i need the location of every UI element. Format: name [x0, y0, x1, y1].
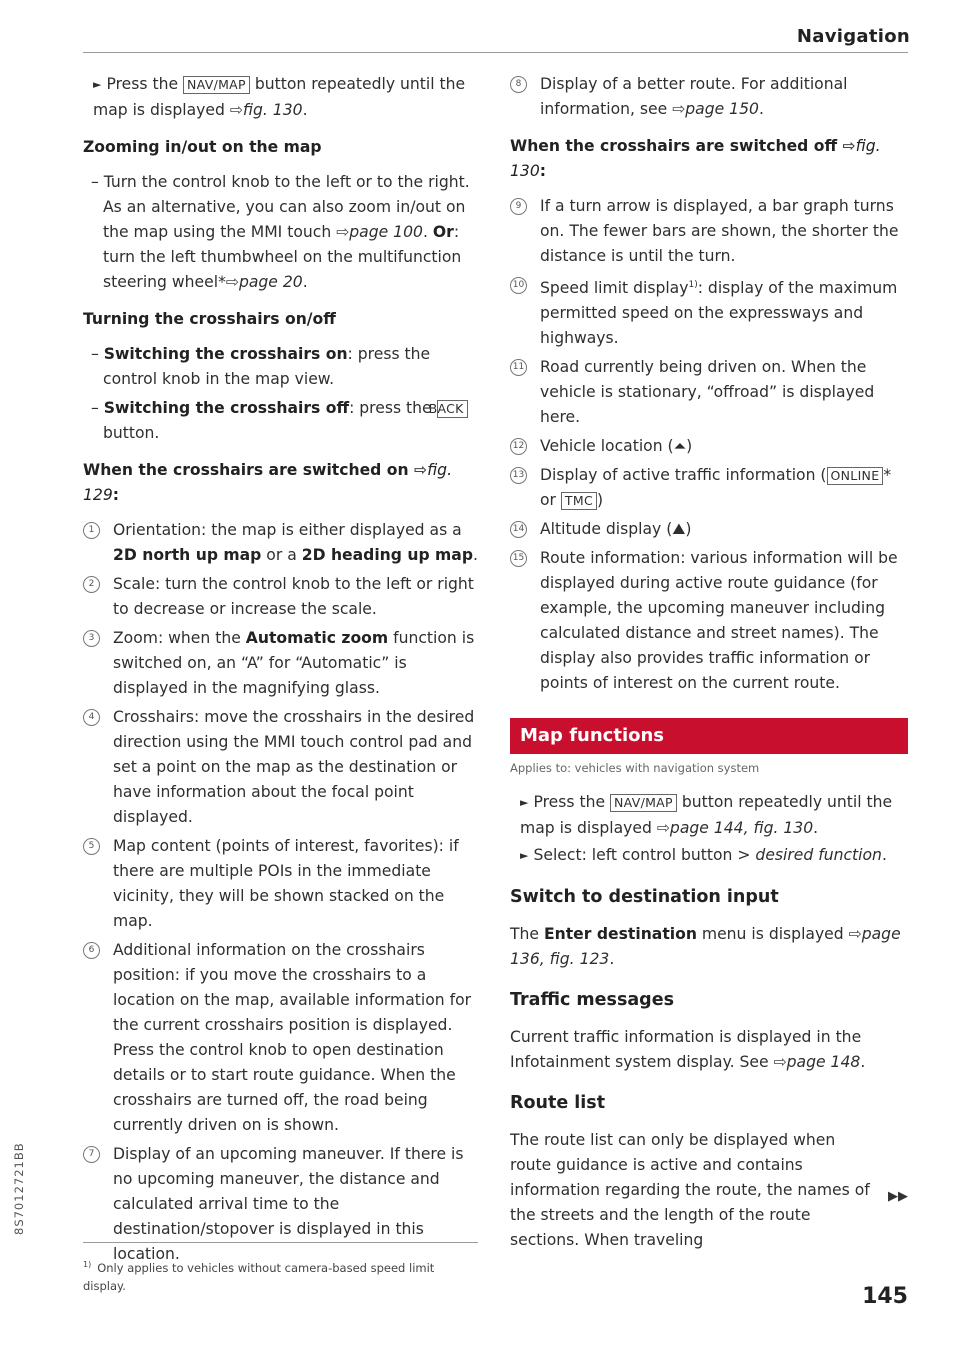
enter-destination-label: Enter destination: [543, 925, 697, 944]
crosshair-off-label: Switching the crosshairs off: [103, 399, 350, 417]
footnote: [83, 1256, 478, 1295]
crosshair-on-item: – Switching the crosshairs on: press the control knob in the map view.: [91, 345, 431, 388]
altitude-icon: ⛰: [672, 520, 686, 539]
circled-number-icon: 6: [83, 942, 100, 959]
list-item-3: [83, 626, 478, 701]
circled-number-icon: 8: [510, 76, 527, 93]
item-text: If a turn arrow is displayed, a bar graph turns on. The fewer bars are shown, the shorter the distance is until the turn.: [540, 197, 899, 265]
page-link[interactable]: page 20: [238, 273, 303, 291]
circled-number-icon: 3: [83, 630, 100, 647]
right-column: [510, 72, 908, 1250]
item-text: Route information: various information will be displayed during active route guidance (for example, the upcoming maneuver including calculated distance and street names). The display also provides traffic information or points of interest on the current route.: [540, 549, 898, 693]
ref-arrow-icon: ⇨: [842, 137, 856, 155]
footnote-ref: 1): [688, 280, 698, 290]
traffic-messages-text: Current traffic information is displayed in the Infotainment system display. See ⇨page 148.: [510, 1028, 866, 1072]
switched-off-heading: When the crosshairs are switched off ⇨fig. 130:: [510, 137, 881, 180]
item-text: Zoom: when the: [113, 629, 246, 647]
figure-link[interactable]: fig. 129: [83, 461, 453, 504]
zoom-text: – Turn the control knob to the left or to the right. As an alternative, you can also zoom in/out on the map using the MMI touch: [91, 173, 470, 241]
footnote-mark: 1): [83, 1260, 92, 1269]
ref-arrow-icon: ⇨: [656, 819, 670, 838]
step-text: button repeatedly until the map is displayed: [520, 793, 893, 838]
figure-link[interactable]: fig. 130: [510, 137, 881, 180]
page-link[interactable]: page 100: [349, 223, 423, 241]
item-text: Scale: turn the control knob to the left or right to decrease or increase the scale.: [113, 575, 474, 618]
item-text: function is switched on, an “A” for “Automatic” is displayed in the magnifying glass.: [113, 629, 475, 697]
list-item-7: [83, 1142, 478, 1267]
switched-on-heading: When the crosshairs are switched on ⇨fig. 129:: [83, 461, 453, 504]
circled-number-icon: 12: [510, 438, 527, 455]
list-item-9: [510, 194, 908, 269]
list-item-10: [510, 273, 908, 351]
circled-number-icon: 9: [510, 198, 527, 215]
item-text: Display of a better route. For additional information, see: [540, 75, 848, 118]
list-item-12: [510, 434, 908, 459]
list-item-1: [83, 518, 478, 568]
item-text: or a: [261, 546, 302, 564]
para-text: menu is displayed: [696, 925, 849, 944]
item-bold: 2D north up map: [113, 546, 262, 564]
item-text: Map content (points of interest, favorites): if there are multiple POIs in the immediate vicinity, they will be shown stacked on the map.: [113, 837, 459, 930]
para-text: The route list can only be displayed when route guidance is active and contains information regarding the route, the names of the streets and the length of the route sections. When traveling: [510, 1131, 870, 1250]
route-list-heading: Route list: [510, 1093, 606, 1114]
para-text: The: [510, 925, 544, 944]
ref-arrow-icon: ⇨: [225, 273, 239, 291]
zoom-instruction: – Turn the control knob to the left or to the right. As an alternative, you can also zoom in/out on the map using the MMI touch ⇨page 100. Or: turn the left thumbwheel on the multifunction steering wheel*⇨page 20.: [91, 173, 470, 291]
item-text: Display of active traffic information (: [540, 466, 827, 485]
list-item-6: [83, 938, 478, 1138]
page-link[interactable]: page 148: [786, 1053, 861, 1072]
item-text: Additional information on the crosshairs position: if you move the crosshairs to a location on the map, available information for the current crosshairs position is displayed. Press the control knob to open destination details or to start route guidance. When the crosshairs are turned off, the road being currently driven on is shown.: [113, 941, 472, 1134]
item-text: Orientation: the map is either displayed as a: [113, 521, 462, 539]
step-text: button repeatedly until the map is displayed: [93, 75, 466, 119]
circled-number-icon: 5: [83, 838, 100, 855]
navmap-key: NAV/MAP: [183, 76, 250, 94]
crosshair-on-text: : press the control knob in the map view.: [103, 345, 431, 388]
para-text: Current traffic information is displayed in the Infotainment system display. See: [510, 1028, 862, 1072]
step-select: ► Select: left control button > desired function.: [520, 846, 887, 865]
list-item-2: [83, 572, 478, 622]
item-text: ): [686, 437, 693, 456]
crosshair-off-text: button.: [103, 424, 160, 442]
switched-on-heading-text: When the crosshairs are switched on: [83, 461, 415, 479]
header-divider: [83, 52, 908, 53]
list-item-13: [510, 463, 908, 513]
item-text: * or: [540, 466, 892, 510]
circled-number-icon: 13: [510, 467, 527, 484]
zoom-text: : turn the left thumbwheel on the multifunction steering wheel*: [103, 223, 462, 291]
traffic-messages-heading: Traffic messages: [510, 990, 674, 1011]
route-list-text: [510, 1128, 908, 1253]
triangle-bullet-icon: ►: [520, 849, 529, 863]
item-text: Vehicle location (: [540, 437, 674, 456]
item-text: Display of an upcoming maneuver. If there is no upcoming maneuver, the distance and calculated arrival time to the destination/stopover is displayed in this location.: [113, 1145, 464, 1263]
ref-arrow-icon: ⇨: [229, 101, 243, 119]
item-text: : display of the maximum permitted speed on the expressways and highways.: [540, 279, 898, 348]
circled-number-icon: 15: [510, 550, 527, 567]
page-number: 145: [862, 1284, 908, 1309]
item-text: Speed limit display: [540, 279, 689, 298]
item-text: .: [472, 546, 478, 564]
document-code: 8S7012721BB: [12, 1142, 26, 1235]
or-label: Or: [432, 223, 454, 241]
ref-arrow-icon: ⇨: [848, 925, 862, 944]
circled-number-icon: 1: [83, 522, 100, 539]
item-bold: 2D heading up map: [301, 546, 473, 564]
step-text: Select: left control button >: [533, 846, 756, 865]
page-link[interactable]: page 150: [685, 100, 759, 118]
step-press-navmap: [83, 72, 478, 123]
item-bold: Automatic zoom: [245, 629, 389, 647]
ref-arrow-icon: ⇨: [414, 461, 428, 479]
item-text: ): [685, 520, 692, 539]
online-key: ONLINE: [827, 467, 884, 485]
list-item-4: [83, 705, 478, 830]
page-link[interactable]: page 144, fig. 130: [669, 819, 814, 838]
item-text: Altitude display (: [540, 520, 673, 539]
page-link[interactable]: page 136, fig. 123: [510, 925, 901, 969]
item-text: Crosshairs: move the crosshairs in the desired direction using the MMI touch control pad and set a point on the map as the destination or have information about the focal point displayed.: [113, 708, 475, 826]
switch-destination-text: The Enter destination menu is displayed ⇨page 136, fig. 123.: [510, 925, 901, 969]
ref-arrow-icon: ⇨: [336, 223, 350, 241]
footnote-text: Only applies to vehicles without camera-based speed limit display.: [83, 1260, 435, 1293]
circled-number-icon: 10: [510, 277, 527, 294]
item-text: Road currently being driven on. When the vehicle is stationary, “offroad” is displayed here.: [540, 358, 875, 427]
triangle-bullet-icon: ►: [93, 78, 102, 91]
step-text: Press the: [106, 75, 184, 93]
vehicle-location-icon: ⏶: [673, 437, 687, 456]
left-column: [83, 72, 478, 1271]
navmap-key: NAV/MAP: [610, 794, 677, 812]
figure-link[interactable]: fig. 130: [242, 101, 303, 119]
list-item-8: 8 Display of a better route. For additional information, see ⇨page 150.: [510, 72, 908, 122]
list-item-5: [83, 834, 478, 934]
footnote-divider: [83, 1242, 478, 1243]
list-item-11: [510, 355, 908, 430]
crosshair-on-label: Switching the crosshairs on: [103, 345, 348, 363]
step-text: .: [302, 101, 308, 119]
circled-number-icon: 7: [83, 1146, 100, 1163]
switched-off-heading-text: When the crosshairs are switched off: [510, 137, 843, 155]
list-item-14: [510, 517, 908, 542]
circled-number-icon: 11: [510, 359, 527, 376]
circled-number-icon: 14: [510, 521, 527, 538]
item-text: ): [596, 491, 604, 510]
continue-arrow-icon: ▶▶: [888, 1189, 908, 1204]
list-item-15: [510, 546, 908, 696]
page-header-title: Navigation: [796, 26, 910, 47]
crosshair-heading: Turning the crosshairs on/off: [83, 310, 336, 328]
step-press-navmap-2: ► Press the NAV/MAP button repeatedly until the map is displayed ⇨page 144, fig. 130.: [520, 793, 893, 838]
circled-number-icon: 4: [83, 709, 100, 726]
desired-function-text: desired function: [755, 846, 882, 865]
crosshair-off-item: – Switching the crosshairs off: press the BACK button.: [83, 396, 478, 446]
ref-arrow-icon: ⇨: [773, 1053, 787, 1072]
applies-to-note: Applies to: vehicles with navigation system: [510, 761, 760, 776]
switch-destination-heading: Switch to destination input: [510, 887, 779, 908]
map-functions-banner: Map functions: [510, 718, 908, 754]
tmc-key: TMC: [561, 492, 597, 510]
ref-arrow-icon: ⇨: [672, 100, 686, 118]
back-key: BACK: [437, 400, 468, 418]
step-text: Press the: [533, 793, 611, 812]
triangle-bullet-icon: ►: [520, 796, 529, 810]
crosshair-off-text: : press the: [349, 399, 437, 417]
circled-number-icon: 2: [83, 576, 100, 593]
zoom-heading: Zooming in/out on the map: [83, 138, 322, 156]
